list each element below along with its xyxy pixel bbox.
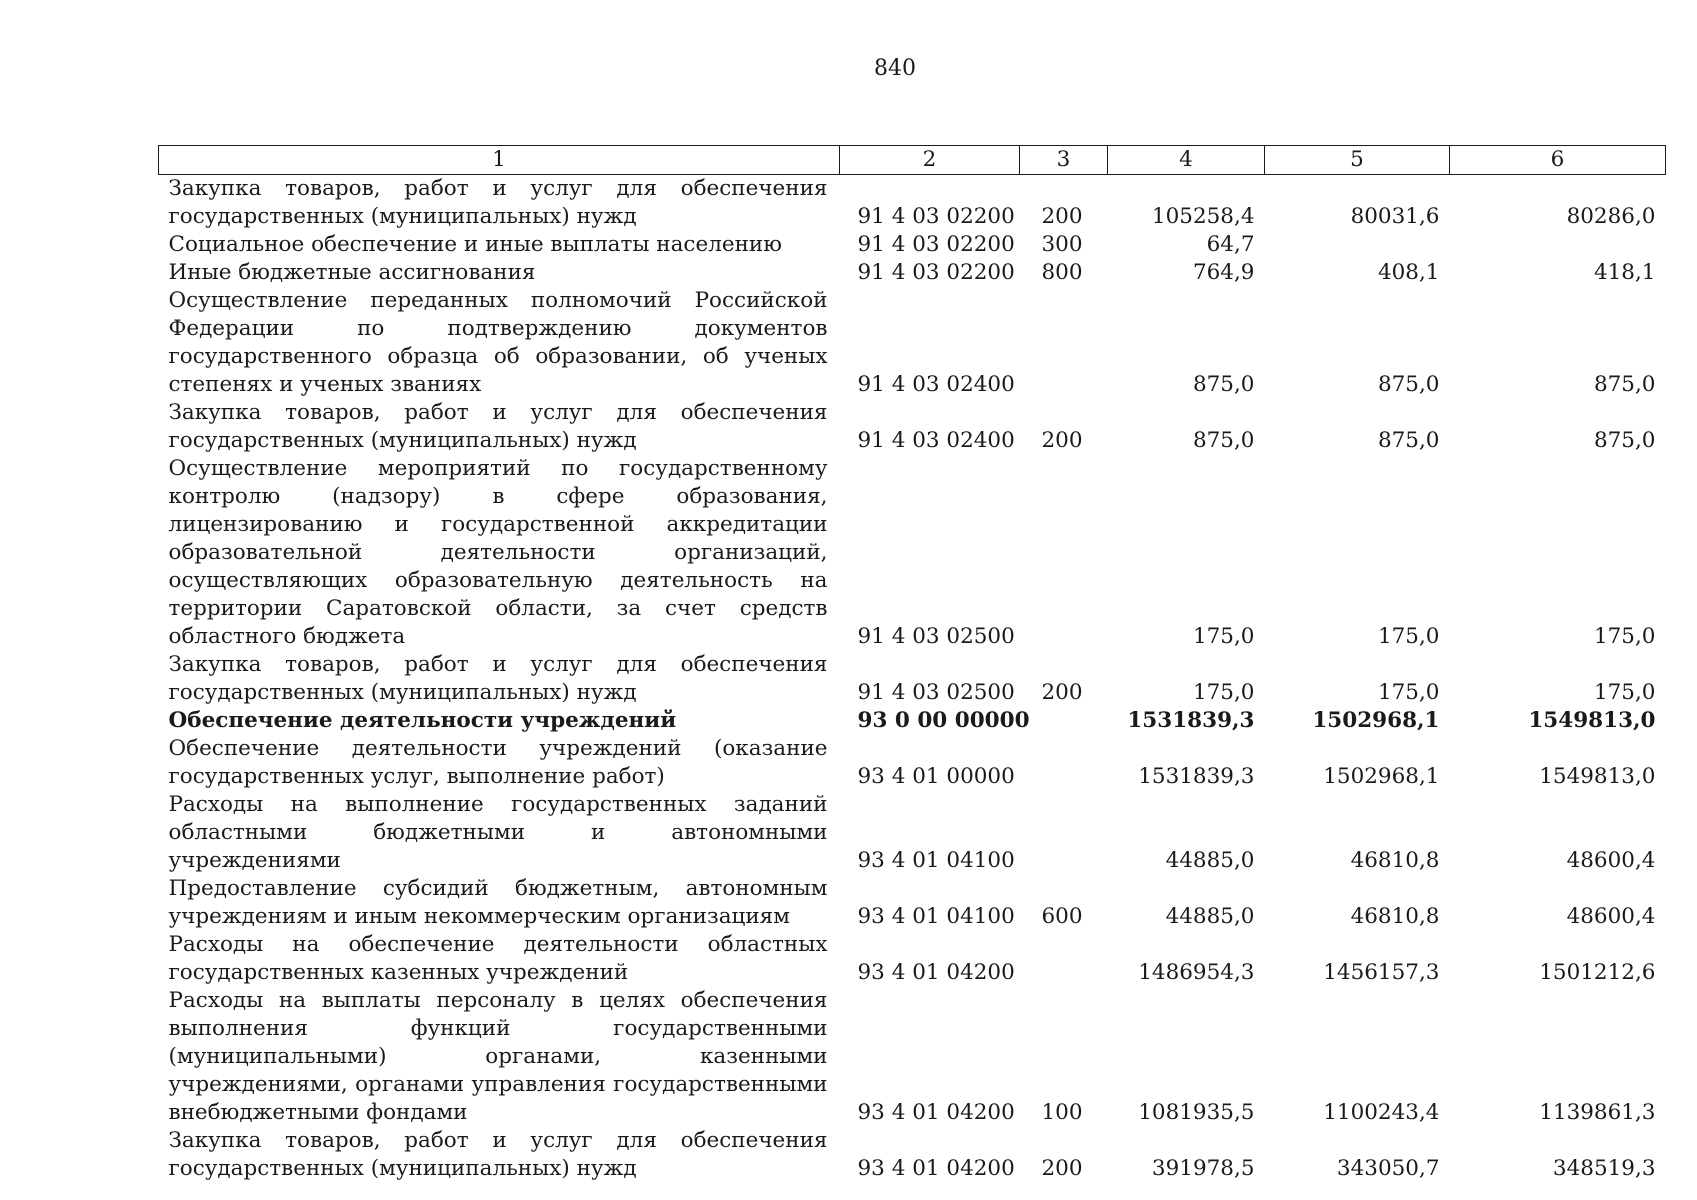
row-value-col5: 408,1 <box>1377 260 1440 285</box>
row-value-col4: 875,0 <box>1192 428 1255 453</box>
table-row <box>159 259 1666 287</box>
row-value-col4: 1081935,5 <box>1138 1100 1255 1125</box>
row-value-col5: 343050,7 <box>1336 1156 1440 1181</box>
row-code: 93 4 01 04100 <box>857 904 1015 929</box>
row-expense-type <box>1020 287 1108 399</box>
header-col-4: 4 <box>1108 146 1265 175</box>
row-value-col5 <box>1265 231 1450 259</box>
table-row <box>159 399 1666 455</box>
row-value-col6: 875,0 <box>1593 372 1656 397</box>
row-code: 93 4 01 04100 <box>857 848 1015 873</box>
row-name: Осуществление переданных полномочий Российской Федерации по подтверждению документов государственного образца об образовании, об ученых степенях и ученых званиях <box>168 288 828 397</box>
header-col-6: 6 <box>1450 146 1666 175</box>
row-value-col4: 1486954,3 <box>1138 960 1255 985</box>
row-value-col5: 1502968,1 <box>1323 764 1440 789</box>
row-code: 91 4 03 02500 <box>857 624 1015 649</box>
row-value-col6: 48600,4 <box>1566 904 1656 929</box>
row-code: 91 4 03 02400 <box>857 372 1015 397</box>
row-code: 91 4 03 02200 <box>857 232 1015 257</box>
row-value-col6: 80286,0 <box>1566 204 1656 229</box>
row-value-col6: 175,0 <box>1593 680 1656 705</box>
page-number: 840 <box>874 56 916 81</box>
table-header <box>159 146 1666 175</box>
row-expense-type <box>1020 791 1108 875</box>
row-value-col6: 418,1 <box>1593 260 1656 285</box>
row-value-col6 <box>1450 231 1666 259</box>
row-name: Закупка товаров, работ и услуг для обеспечения государственных (муниципальных) нужд <box>168 1128 828 1181</box>
row-value-col6: 1501212,6 <box>1539 960 1656 985</box>
row-code: 93 4 01 04200 <box>857 960 1015 985</box>
row-expense-type: 800 <box>1041 260 1083 285</box>
row-value-col4: 64,7 <box>1206 232 1255 257</box>
row-value-col6: 1549813,0 <box>1528 708 1656 733</box>
table-row <box>159 651 1666 707</box>
row-code: 91 4 03 02200 <box>857 204 1015 229</box>
row-name: Социальное обеспечение и иные выплаты населению <box>168 232 782 257</box>
row-value-col4: 875,0 <box>1192 372 1255 397</box>
row-code: 93 4 01 04200 <box>857 1156 1015 1181</box>
row-name: Закупка товаров, работ и услуг для обеспечения государственных (муниципальных) нужд <box>168 652 828 705</box>
row-value-col6: 348519,3 <box>1552 1156 1656 1181</box>
header-col-1: 1 <box>159 146 840 175</box>
row-value-col6: 175,0 <box>1593 624 1656 649</box>
row-value-col5: 1456157,3 <box>1323 960 1440 985</box>
row-name: Расходы на выполнение государственных заданий областными бюджетными и автономными учреждениями <box>168 792 828 873</box>
row-code: 91 4 03 02200 <box>857 260 1015 285</box>
row-value-col5: 80031,6 <box>1350 204 1440 229</box>
row-value-col4: 44885,0 <box>1165 848 1255 873</box>
row-code: 93 0 00 00000 <box>857 708 1030 733</box>
row-name: Иные бюджетные ассигнования <box>168 260 536 285</box>
table-body <box>159 175 1666 1184</box>
table-row <box>159 231 1666 259</box>
table-row <box>159 987 1666 1127</box>
row-expense-type: 600 <box>1041 904 1083 929</box>
table-row <box>159 735 1666 791</box>
budget-table <box>158 145 1666 1183</box>
row-value-col5: 46810,8 <box>1350 904 1440 929</box>
row-value-col4: 391978,5 <box>1151 1156 1255 1181</box>
row-name: Предоставление субсидий бюджетным, автономным учреждениям и иным некоммерческим организациям <box>168 876 828 929</box>
table-row <box>159 791 1666 875</box>
row-value-col6: 48600,4 <box>1566 848 1656 873</box>
row-value-col5: 175,0 <box>1377 624 1440 649</box>
table-row <box>159 707 1666 735</box>
row-value-col6: 1139861,3 <box>1539 1100 1656 1125</box>
row-expense-type <box>1020 455 1108 651</box>
row-expense-type: 200 <box>1041 204 1083 229</box>
header-row <box>159 146 1666 175</box>
row-value-col4: 764,9 <box>1192 260 1255 285</box>
row-code: 91 4 03 02400 <box>857 428 1015 453</box>
row-value-col4: 175,0 <box>1192 680 1255 705</box>
row-value-col5: 46810,8 <box>1350 848 1440 873</box>
header-col-3: 3 <box>1020 146 1108 175</box>
row-value-col5: 175,0 <box>1377 680 1440 705</box>
table-row <box>159 455 1666 651</box>
row-value-col5: 1502968,1 <box>1312 708 1440 733</box>
row-value-col4: 105258,4 <box>1151 204 1255 229</box>
table-row <box>159 287 1666 399</box>
row-expense-type <box>1020 735 1108 791</box>
row-name: Закупка товаров, работ и услуг для обеспечения государственных (муниципальных) нужд <box>168 400 828 453</box>
row-code: 91 4 03 02500 <box>857 680 1015 705</box>
row-value-col5: 1100243,4 <box>1323 1100 1440 1125</box>
row-expense-type: 200 <box>1041 428 1083 453</box>
row-name: Закупка товаров, работ и услуг для обеспечения государственных (муниципальных) нужд <box>168 176 828 229</box>
table-row <box>159 931 1666 987</box>
row-expense-type: 100 <box>1041 1100 1083 1125</box>
row-expense-type <box>1020 707 1108 735</box>
table-row <box>159 875 1666 931</box>
table-row <box>159 175 1666 232</box>
header-col-5: 5 <box>1265 146 1450 175</box>
row-expense-type: 200 <box>1041 680 1083 705</box>
row-value-col6: 1549813,0 <box>1539 764 1656 789</box>
row-value-col4: 44885,0 <box>1165 904 1255 929</box>
row-name: Осуществление мероприятий по государственному контролю (надзору) в сфере образования, лицензированию и государственной аккредитации образовательной деятельности организаций, осуществляющих образовательную деятельность на территории Саратовской области, за счет средств областного бюджета <box>168 456 828 649</box>
row-code: 93 4 01 04200 <box>857 1100 1015 1125</box>
table-row <box>159 1127 1666 1183</box>
row-name: Расходы на выплаты персоналу в целях обеспечения выполнения функций государственными (муниципальными) органами, казенными учреждениями, органами управления государственными внебюджетными фондами <box>168 988 828 1125</box>
row-value-col4: 175,0 <box>1192 624 1255 649</box>
row-name: Обеспечение деятельности учреждений <box>168 708 677 733</box>
row-name: Расходы на обеспечение деятельности областных государственных казенных учреждений <box>168 932 828 985</box>
row-value-col5: 875,0 <box>1377 372 1440 397</box>
row-value-col4: 1531839,3 <box>1127 708 1255 733</box>
row-value-col5: 875,0 <box>1377 428 1440 453</box>
row-expense-type <box>1020 931 1108 987</box>
header-col-2: 2 <box>840 146 1020 175</box>
row-expense-type: 300 <box>1041 232 1083 257</box>
row-name: Обеспечение деятельности учреждений (оказание государственных услуг, выполнение работ) <box>168 736 828 789</box>
row-code: 93 4 01 00000 <box>857 764 1015 789</box>
row-value-col4: 1531839,3 <box>1138 764 1255 789</box>
row-expense-type: 200 <box>1041 1156 1083 1181</box>
row-value-col6: 875,0 <box>1593 428 1656 453</box>
